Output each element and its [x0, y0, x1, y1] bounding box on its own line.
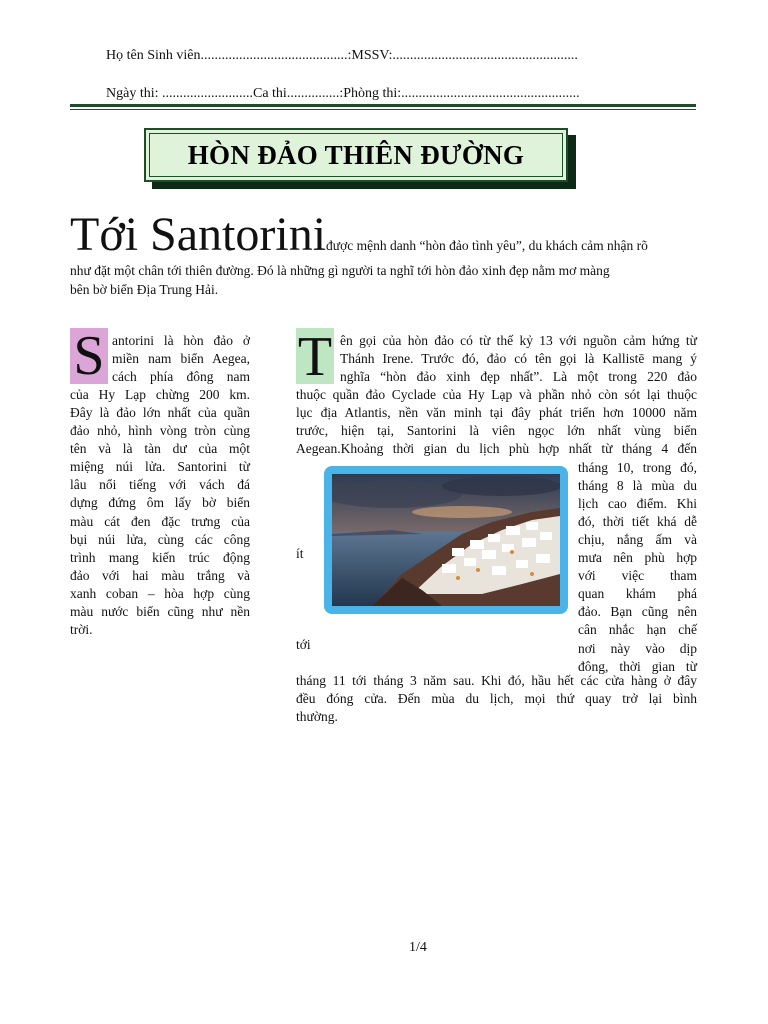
- right-column-line: ên gọi của hòn đảo có từ thế kỷ 13 với nguồn cảm hứng từ: [340, 333, 697, 348]
- wrap-word-toi: tới: [296, 637, 311, 652]
- left-column-line: Đây là đảo lớn nhất của quần: [70, 405, 250, 421]
- intro-line-3: bên bờ biển Địa Trung Hải.: [70, 282, 219, 297]
- header-rule: [70, 104, 696, 110]
- header-student-info: Họ tên Sinh viên..........................................:MSSV:.....................................................: [106, 48, 578, 63]
- page-title: HÒN ĐẢO THIÊN ĐƯỜNG: [149, 133, 563, 177]
- left-column-line: lâu nổi tiếng với vách đá: [70, 477, 250, 493]
- right-column-line: lục địa Atlantis, nền văn minh tại đây phát triển hơn 10000 năm: [296, 405, 697, 421]
- right-column-side-line: mưa nên phù hợp: [578, 550, 697, 566]
- right-column-side-line: với việc tham: [578, 568, 697, 584]
- left-column-line: miền nam biển Aegea,: [112, 351, 250, 367]
- header-exam-info: Ngày thi: ..........................Ca thi...............:Phòng thi:...................................................: [106, 86, 580, 101]
- right-column-bottom-line: thường.: [296, 709, 338, 725]
- right-column-side-line: chịu, nắng ấm và: [578, 532, 697, 548]
- title-box: [144, 128, 568, 182]
- right-column-side-line: đảo. Bạn cũng nên: [578, 604, 697, 620]
- left-column-line: tên và là tàn dư của một: [70, 441, 250, 457]
- photo-frame: [324, 466, 568, 614]
- left-column-line: đảo với hai màu trắng và: [70, 567, 250, 583]
- right-column-bottom-line: đều đóng cửa. Đến mùa du lịch, mọi thứ quay trở lại bình: [296, 691, 697, 707]
- left-column-line: cách phía đông nam: [112, 369, 250, 385]
- right-column-side-line: tháng 10, trong đó,: [578, 460, 697, 475]
- right-column-side-line: cân nhắc hạn chế: [578, 622, 697, 638]
- dropcap-s: S: [70, 328, 108, 384]
- left-column-line: trình mang kiến trúc động: [70, 549, 250, 565]
- left-column-line: màu cát đen đặc trưng của: [70, 513, 250, 529]
- right-column-side-line: nơi này vào dịp: [578, 640, 697, 656]
- intro-heading: Tới Santorini: [70, 208, 327, 261]
- left-column-line: bụi núi lửa, cùng các công: [70, 531, 250, 547]
- intro-line-1: được mệnh danh “hòn đảo tình yêu”, du khách cảm nhận rõ: [326, 238, 648, 253]
- right-column-side-line: lịch cao điểm. Khi: [578, 496, 697, 512]
- left-column-line: xanh coban – hòa hợp cùng: [70, 585, 250, 601]
- left-column-line: trời.: [70, 621, 93, 637]
- left-column-line: màu nước biển cũng như nền: [70, 603, 250, 619]
- santorini-photo: [332, 474, 560, 606]
- page-number: 1/4: [409, 940, 427, 955]
- right-column-line: Aegean.Khoảng thời gian du lịch phù hợp nhất từ tháng 4 đến: [296, 441, 697, 457]
- dropcap-t: T: [297, 326, 333, 388]
- left-column-line: antorini là hòn đảo ở: [112, 333, 250, 348]
- right-column-line: Thánh Irene. Trước đó, đảo có tên gọi là Kallistē mang ý: [340, 351, 697, 367]
- left-column-line: dựng đứng ôm lấy bờ biển: [70, 495, 250, 511]
- left-column-line: đảo nhỏ, hình vòng tròn cùng: [70, 423, 250, 439]
- left-column-line: miệng núi lửa. Santorini từ: [70, 459, 250, 475]
- right-column-bottom-line: tháng 11 tới tháng 3 năm sau. Khi đó, hầu hết các cửa hàng ở đây: [296, 673, 697, 688]
- right-column-side-line: đó, thời tiết khá dễ: [578, 514, 697, 530]
- intro-line-2: như đặt một chân tới thiên đường. Đó là những gì người ta nghĩ tới hòn đảo xinh đẹp nằm mơ màng: [70, 263, 610, 278]
- right-column-side-line: tháng 8 là mùa du: [578, 478, 697, 494]
- right-column-side-line: đông, thời gian từ: [578, 658, 697, 674]
- right-column-line: thuộc quần đảo Cyclade của Hy Lạp và phần nhỏ còn sót lại thuộc: [296, 387, 697, 403]
- right-column-line: trước, hiện tại, Santorini là viên ngọc lớn nhất vùng biển: [296, 423, 697, 439]
- left-column-line: của Hy Lạp chừng 200 km.: [70, 387, 250, 403]
- wrap-word-it: ít: [296, 546, 304, 561]
- right-column-side-line: quan khám phá: [578, 586, 697, 602]
- right-column-line: nghĩa “hòn đảo xinh đẹp nhất”. Là một trong 220 đảo: [340, 369, 697, 385]
